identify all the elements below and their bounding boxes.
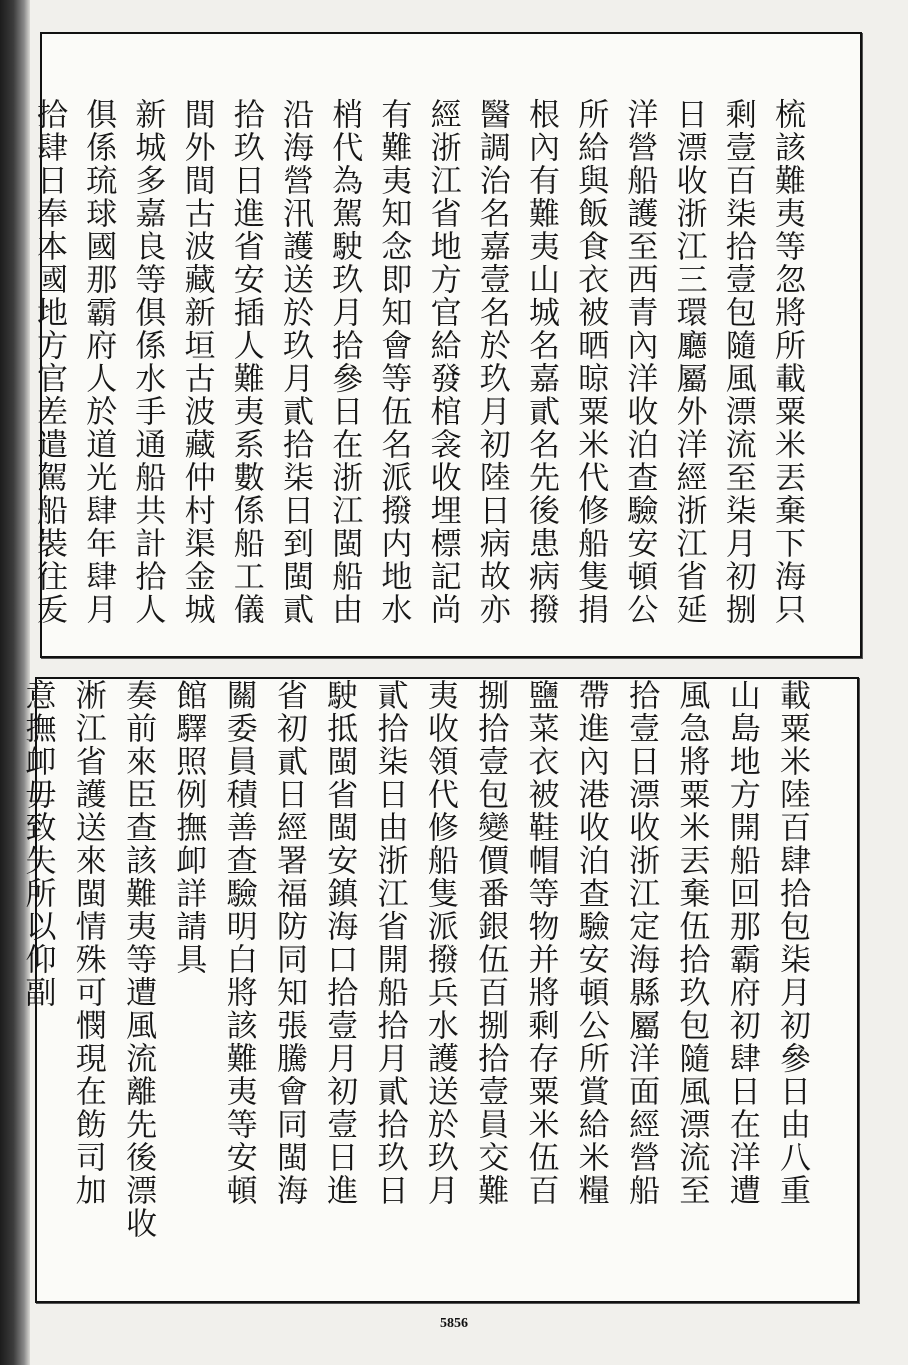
text-column: 意撫卹毋致失所以仰副 (19, 679, 56, 1009)
text-column: 夷收領代修船隻派撥兵水護送於玖月 (421, 679, 458, 1207)
text-column: 拾壹日漂收浙江定海縣屬洋面經營船 (623, 679, 660, 1207)
text-column: 鹽菜衣被鞋帽等物并將剩存粟米伍百 (522, 679, 559, 1207)
text-column: 拾肆日奉本國地方官差遣駕船裝往叐 (31, 98, 67, 626)
text-column: 載粟米陸百肆拾包柒月初參日由八重 (774, 679, 810, 1207)
text-column: 關委員積善查驗明白將該難夷等安頓 (220, 679, 257, 1207)
text-column: 所給與飯食衣被晒晾粟米代修船隻捐 (572, 98, 609, 626)
text-column: 有難夷知念即知會等伍名派撥内地水 (375, 98, 412, 626)
text-column: 帶進內港收泊查驗安頓公所賞給米糧 (572, 679, 609, 1207)
text-column: 梢代為駕駛玖月拾參日在浙江閩船由 (326, 98, 363, 626)
text-column: 省初貳日經署福防同知張騰會同閩海 (271, 679, 307, 1207)
text-column: 洋營船護至西青內洋收泊查驗安頓公 (621, 98, 658, 626)
text-column: 剩壹百柒拾壹包隨風漂流至柒月初捌 (719, 98, 756, 626)
text-column: 梳該難夷等忽將所載粟米丟棄下海只 (769, 98, 805, 626)
text-column: 經浙江省地方官給發棺衾收埋標記尚 (424, 98, 461, 626)
top-document-panel (31, 32, 862, 658)
text-column: 間外間古波藏新垣古波藏仲村渠金城 (178, 98, 215, 626)
text-column: 拾玖日進省安插人難夷系數係船工儀 (227, 98, 264, 626)
bottom-document-panel (19, 677, 859, 1303)
text-column: 捌拾壹包變價番銀伍百捌拾壹員交難 (472, 679, 509, 1207)
page-number: 5856 (440, 1316, 468, 1331)
text-column: 淅江省護送來閩情殊可憫現在飭司加 (69, 679, 106, 1207)
text-column: 山島地方開船回那霸府初肆日在洋遭 (723, 679, 760, 1207)
text-column: 沿海營汛護送於玖月貳拾柒日到閩貳 (277, 98, 313, 626)
text-column: 貳拾柒日由浙江省開船拾月貳拾玖日 (371, 679, 408, 1207)
text-column: 風急將粟米丟棄伍拾玖包隨風漂流至 (673, 679, 710, 1207)
text-column: 醫調治名嘉壹名於玖月初陸日病故亦 (473, 98, 510, 626)
text-column: 新城多嘉良等俱係水手通船共計拾人 (129, 98, 166, 626)
text-column: 根內有難夷山城名嘉貳名先後患病撥 (523, 98, 559, 626)
text-column: 駛抵閩省閩安鎮海口拾壹月初壹日進 (321, 679, 358, 1207)
text-column: 奏前來臣查該難夷等遭風流離先後漂收 (120, 679, 157, 1240)
text-column: 日漂收浙江三環廳屬外洋經浙江省延 (670, 98, 707, 626)
text-column: 俱係琉球國那霸府人於道光肆年肆月 (80, 98, 117, 626)
text-column: 館驛照例撫卹詳請具 (170, 679, 207, 976)
